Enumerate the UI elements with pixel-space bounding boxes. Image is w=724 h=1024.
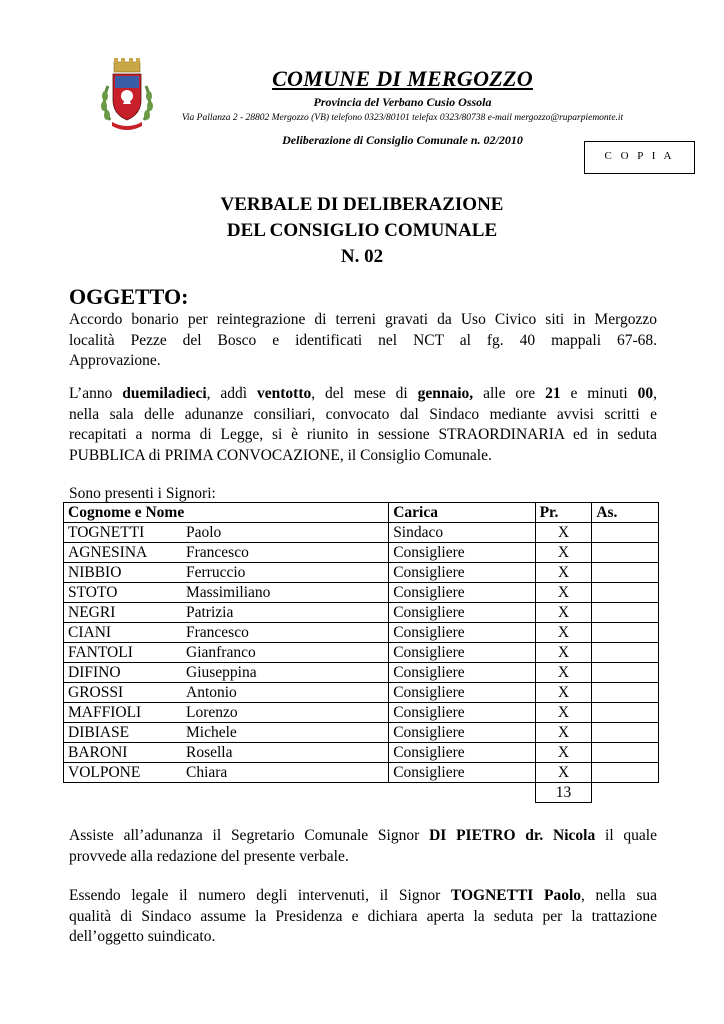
present-mark: X <box>535 643 592 663</box>
table-row <box>64 543 659 563</box>
member-surname: DIBIASE <box>68 724 130 741</box>
member-surname: TOGNETTI <box>68 524 145 541</box>
text-fragment: Essendo legale il numero degli intervenuti, il Signor <box>69 887 451 904</box>
present-mark: X <box>535 723 592 743</box>
attendance-table <box>63 502 659 803</box>
presidency-paragraph <box>69 886 657 948</box>
absent-mark <box>592 643 659 663</box>
member-name-cell <box>64 523 389 543</box>
table-row <box>64 563 659 583</box>
member-name-cell <box>64 603 389 623</box>
present-mark: X <box>535 563 592 583</box>
member-name-cell <box>64 703 389 723</box>
member-name-cell <box>64 763 389 783</box>
absent-mark <box>592 623 659 643</box>
text-fragment: il quale <box>595 827 657 844</box>
member-role: Consigliere <box>389 583 535 603</box>
table-row <box>64 523 659 543</box>
member-first-name: Francesco <box>186 624 249 641</box>
member-name-cell <box>64 563 389 583</box>
member-role: Consigliere <box>389 763 535 783</box>
present-mark: X <box>535 543 592 563</box>
member-surname: BARONI <box>68 744 128 761</box>
member-name-cell <box>64 723 389 743</box>
address-line: Via Pallanza 2 - 28802 Mergozzo (VB) telefono 0323/80101 telefax 0323/80738 e-mail mergozzo@ruparpiemonte.it <box>181 113 624 123</box>
present-mark: X <box>535 763 592 783</box>
empty-cell <box>389 783 535 803</box>
province-line: Provincia del Verbano Cusio Ossola <box>313 95 492 109</box>
member-role: Sindaco <box>389 523 535 543</box>
member-first-name: Chiara <box>186 764 228 781</box>
column-header-role: Carica <box>389 503 535 523</box>
table-header-row <box>64 503 659 523</box>
member-role: Consigliere <box>389 663 535 683</box>
empty-cell <box>64 783 389 803</box>
member-surname: AGNESINA <box>68 544 148 561</box>
absent-mark <box>592 683 659 703</box>
table-row <box>64 643 659 663</box>
document-title-line-2: DEL CONSIGLIO COMUNALE <box>226 220 498 241</box>
presidency-line: qualità di Sindaco assume la Presidenza e dichiara aperta la seduta per la trattazione <box>69 907 657 925</box>
subject-line: località Pezze del Bosco e identificati nel NCT al fg. 40 mappali 67-68. <box>69 331 657 349</box>
member-name-cell <box>64 743 389 763</box>
present-mark: X <box>535 603 592 623</box>
text-fragment: Assiste all’adunanza il Segretario Comunale Signor <box>69 827 430 844</box>
member-first-name: Antonio <box>186 684 237 701</box>
text-fragment: alle ore <box>473 385 546 402</box>
municipality-title: COMUNE DI MERGOZZO <box>272 66 533 91</box>
attendance-intro: Sono presenti i Signori: <box>69 485 216 502</box>
presidency-line <box>69 886 657 907</box>
member-surname: MAFFIOLI <box>68 704 142 721</box>
absent-mark <box>592 663 659 683</box>
coat-of-arms-icon <box>98 56 156 132</box>
member-first-name: Massimiliano <box>186 584 271 601</box>
member-role: Consigliere <box>389 703 535 723</box>
secretary-name: DI PIETRO dr. Nicola <box>429 827 596 844</box>
secretary-line: provvede alla redazione del presente verbale. <box>69 847 349 865</box>
table-row <box>64 583 659 603</box>
table-row <box>64 703 659 723</box>
presidency-line: dell’oggetto suindicato. <box>69 928 216 945</box>
subject-heading: OGGETTO: <box>69 284 189 309</box>
total-row <box>64 783 659 803</box>
text-fragment: , addì <box>206 385 258 402</box>
session-day: ventotto <box>257 385 312 402</box>
absent-mark <box>592 523 659 543</box>
member-first-name: Gianfranco <box>186 644 256 661</box>
session-line: nella sala delle adunanze consiliari, convocato dal Sindaco mediante avvisi scritti e <box>69 405 657 423</box>
member-role: Consigliere <box>389 543 535 563</box>
member-first-name: Francesco <box>186 544 249 561</box>
session-year: duemiladieci <box>122 385 207 402</box>
member-name-cell <box>64 543 389 563</box>
member-role: Consigliere <box>389 603 535 623</box>
member-role: Consigliere <box>389 623 535 643</box>
copy-stamp-box: C O P I A <box>584 141 695 174</box>
member-first-name: Lorenzo <box>186 704 238 721</box>
member-surname: CIANI <box>68 624 112 641</box>
session-line <box>69 384 657 405</box>
table-row <box>64 723 659 743</box>
member-surname: NIBBIO <box>68 564 122 581</box>
text-fragment: e minuti <box>560 385 638 402</box>
table-row <box>64 603 659 623</box>
absent-mark <box>592 583 659 603</box>
session-paragraph <box>69 384 657 466</box>
table-row <box>64 683 659 703</box>
column-header-absent: As. <box>592 503 659 523</box>
present-mark: X <box>535 683 592 703</box>
column-header-name: Cognome e Nome <box>64 503 389 523</box>
text-fragment: L’anno <box>69 385 123 402</box>
member-first-name: Patrizia <box>186 604 234 621</box>
president-name: TOGNETTI Paolo <box>450 887 582 904</box>
session-line: PUBBLICA di PRIMA CONVOCAZIONE, il Consiglio Comunale. <box>69 446 492 464</box>
member-role: Consigliere <box>389 743 535 763</box>
absent-mark <box>592 543 659 563</box>
session-month: gennaio, <box>417 385 474 402</box>
member-surname: FANTOLI <box>68 644 133 661</box>
member-first-name: Giuseppina <box>186 664 257 681</box>
absent-mark <box>592 723 659 743</box>
member-name-cell <box>64 643 389 663</box>
present-mark: X <box>535 623 592 643</box>
subject-text <box>69 310 657 372</box>
member-surname: VOLPONE <box>68 764 141 781</box>
member-name-cell <box>64 663 389 683</box>
text-fragment: , nella sua <box>581 887 658 904</box>
absent-mark <box>592 743 659 763</box>
member-name-cell <box>64 683 389 703</box>
present-mark: X <box>535 743 592 763</box>
table-row <box>64 763 659 783</box>
document-title-line-1: VERBALE DI DELIBERAZIONE <box>220 194 504 215</box>
member-first-name: Paolo <box>186 524 222 541</box>
document-title-line-3: N. 02 <box>340 246 384 267</box>
member-name-cell <box>64 583 389 603</box>
document-title <box>0 192 724 270</box>
subject-line: Accordo bonario per reintegrazione di terreni gravati da Uso Civico siti in Mergozzo <box>69 311 657 328</box>
absent-mark <box>592 703 659 723</box>
present-mark: X <box>535 703 592 723</box>
table-row <box>64 743 659 763</box>
session-hour: 21 <box>545 385 561 402</box>
present-mark: X <box>535 583 592 603</box>
secretary-paragraph <box>69 826 657 867</box>
absent-mark <box>592 563 659 583</box>
subject-line: Approvazione. <box>69 352 161 369</box>
session-minutes: 00 <box>637 385 654 402</box>
member-surname: GROSSI <box>68 684 124 701</box>
table-row <box>64 623 659 643</box>
member-surname: NEGRI <box>68 604 116 621</box>
member-first-name: Rosella <box>186 744 233 761</box>
text-fragment: , <box>653 385 658 402</box>
table-row <box>64 663 659 683</box>
member-role: Consigliere <box>389 683 535 703</box>
member-first-name: Michele <box>186 724 237 741</box>
member-role: Consigliere <box>389 643 535 663</box>
member-surname: STOTO <box>68 584 118 601</box>
member-first-name: Ferruccio <box>186 564 246 581</box>
member-name-cell <box>64 623 389 643</box>
deliberation-reference: Deliberazione di Consiglio Comunale n. 02/2010 <box>282 133 523 147</box>
member-role: Consigliere <box>389 563 535 583</box>
member-surname: DIFINO <box>68 664 121 681</box>
present-mark: X <box>535 663 592 683</box>
absent-mark <box>592 603 659 623</box>
present-mark: X <box>535 523 592 543</box>
session-line: recapitati a norma di Legge, si è riunito in sessione STRAORDINARIA ed in seduta <box>69 426 657 443</box>
text-fragment: , del mese di <box>311 385 418 402</box>
secretary-line <box>69 826 657 847</box>
empty-cell <box>592 783 659 803</box>
member-role: Consigliere <box>389 723 535 743</box>
absent-mark <box>592 763 659 783</box>
column-header-present: Pr. <box>535 503 592 523</box>
total-present: 13 <box>535 783 592 803</box>
